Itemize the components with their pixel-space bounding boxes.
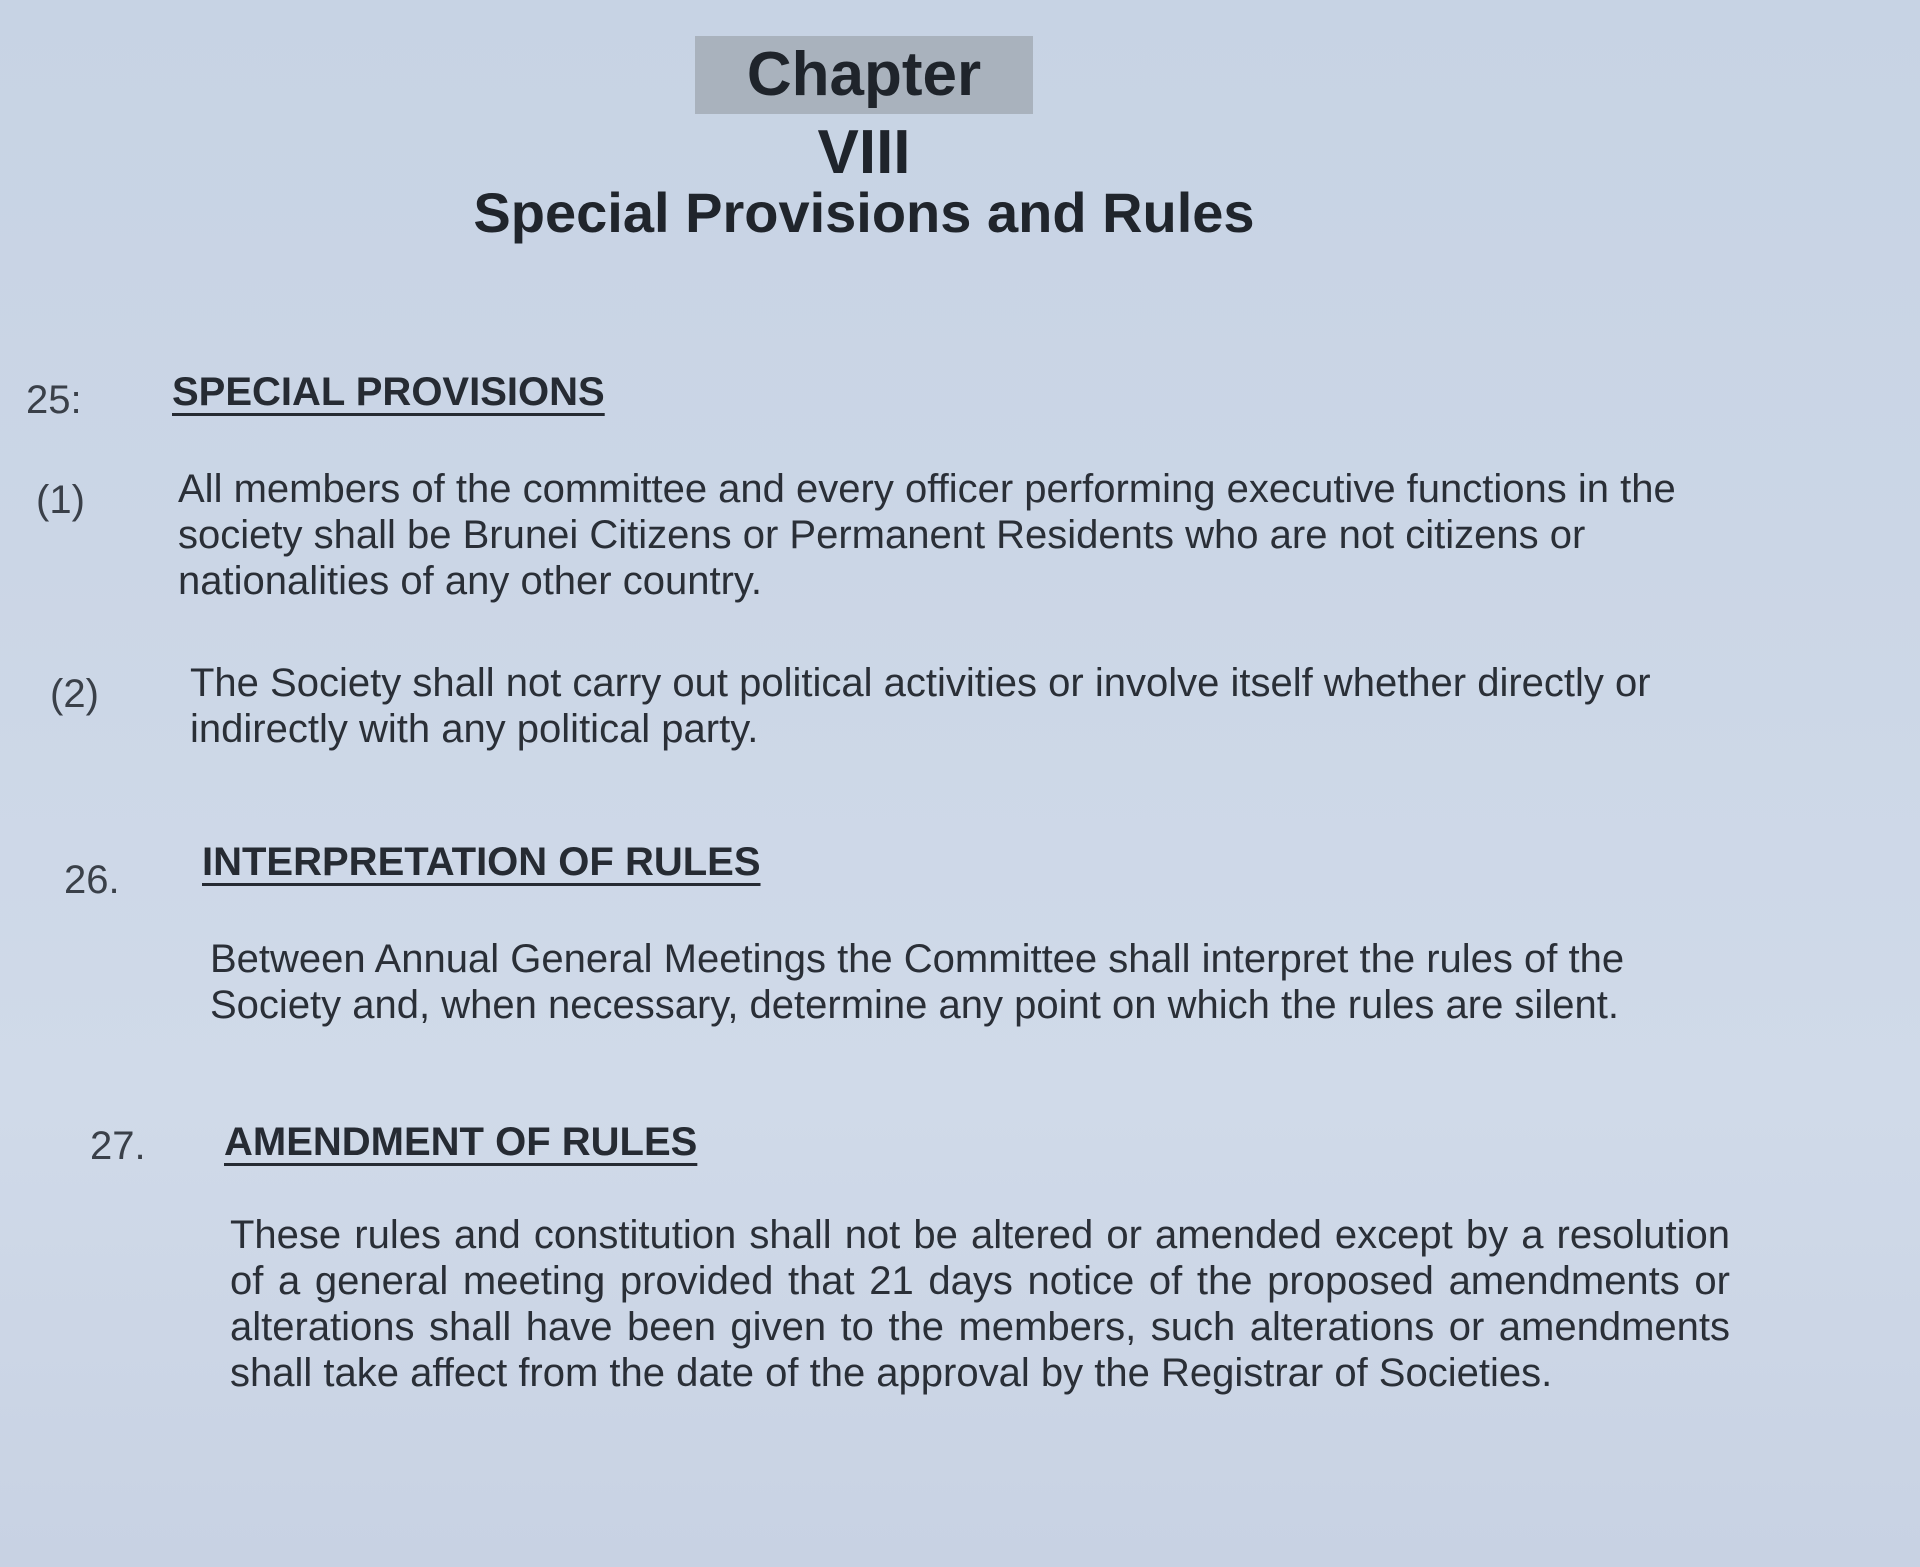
section-number: 25: [26,378,82,422]
item-text: The Society shall not carry out political activities or involve itself whether directly or indirectly with any political party. [190,661,1651,751]
section-heading: AMENDMENT OF RULES [224,1120,698,1164]
item-number: (2) [50,672,99,716]
chapter-label: Chapter VIII [695,36,1033,114]
section-number: 27. [90,1124,146,1168]
section-heading: SPECIAL PROVISIONS [172,370,605,414]
section-number: 26. [64,858,120,902]
item-text: All members of the committee and every officer performing executive functions in the society shall be Brunei Citizens or Permanent Residents who are not citizens or nationalities of any other country. [178,467,1676,603]
section-text: Between Annual General Meetings the Committee shall interpret the rules of the Society and, when necessary, determine any point on which the rules are silent. [210,937,1625,1027]
section-text: These rules and constitution shall not be altered or amended except by a resolution of a general meeting provided that 21 days notice of the proposed amendments or alterations shall have been given to the members, such alterations or amendments shall take affect from the date of the approval by the Registrar of Societies. [230,1213,1730,1395]
page-title: Special Provisions and Rules [473,181,1255,244]
section-heading: INTERPRETATION OF RULES [202,840,761,884]
item-number: (1) [36,478,85,522]
